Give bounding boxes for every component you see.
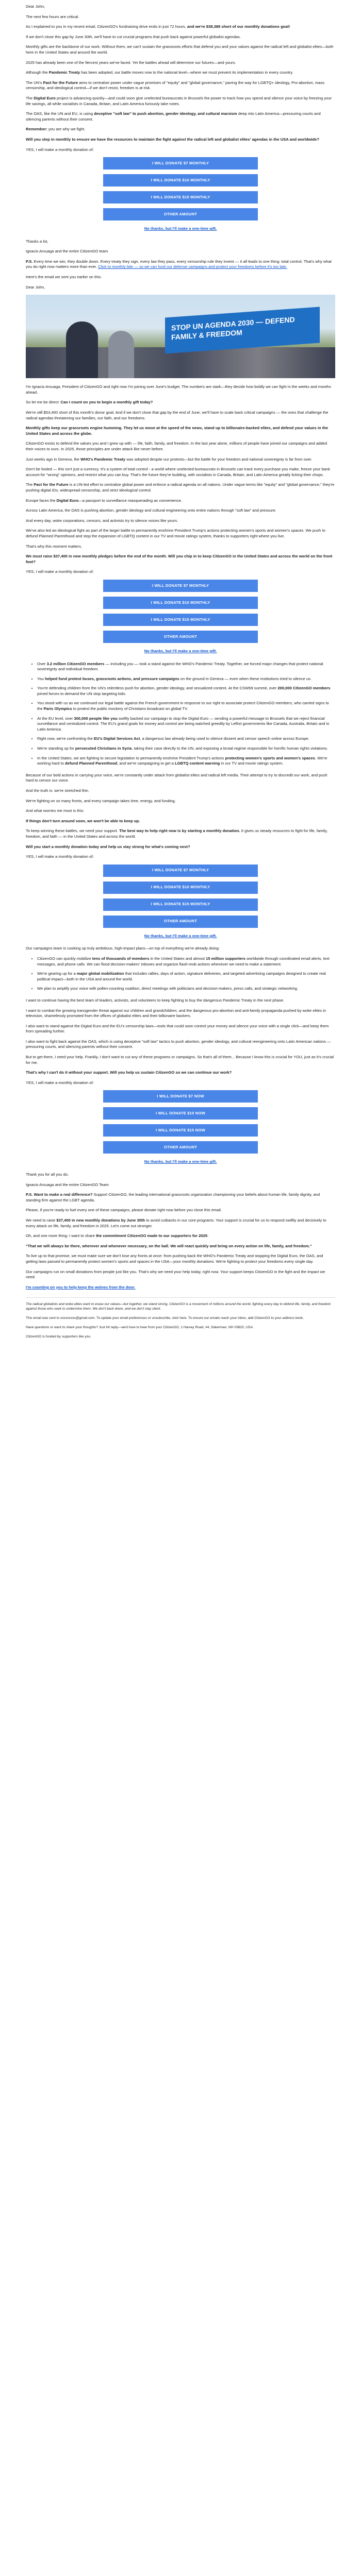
donate-10-monthly-button[interactable]: I WILL DONATE $10 MONTHLY <box>103 597 258 609</box>
donate-15-monthly-button[interactable]: I WILL DONATE $15 MONTHLY <box>103 614 258 626</box>
list-item: • We're gearing up for a major global mobilization that includes rallies, days of action, signature deliveries, and targeted advertising campaigns designed to create real political impact—both in the USA and around the world. <box>37 971 335 982</box>
paragraph: The Pact for the Future is a UN-led effort to centralize global power and enforce a radical agenda on all nations. Under vague terms like "equity" and "global governance," they're pushing digital IDs, widespread censorship, and strict ideological control. <box>26 482 335 493</box>
paragraph: The OAS, like the UN and EU, is using deceptive "soft law" to push abortion, gender ideology, and cultural marxism deep into Latin America—pressuring courts and silencing parents without their consent. <box>26 111 321 122</box>
donate-10-monthly-button[interactable]: I WILL DONATE $10 MONTHLY <box>103 174 258 187</box>
paragraph: We must raise $37,400 in new monthly pledges before the end of the month. Will you chip in to keep CitizenGO in the United States and across the world on the front foot? <box>26 554 333 564</box>
monthly-gift-link[interactable]: Click to monthly bite — so we can fund our defense campaigns and protect your freedoms before it's too late. <box>98 264 287 269</box>
list-item: • Right now, we're confronting the EU's Digital Services Act, a dangerous law already being used to silence dissent and censor speech online across Europe. <box>37 736 335 742</box>
paragraph: As I explained to you in my recent email, CitizenGO's fundraising drive ends in just 72 hours, and we're $38,388 short of our monthly donations goal! <box>26 24 290 29</box>
paragraph: The UN's Pact for the Future aims to centralize power under vague promises of "equity" and "global governance," paving the way for LGBTQ+ ideology, Pro-abortion, mass censorship, and ideological control—if we don't resist, freedom is at risk. <box>26 80 325 91</box>
paragraph: We need to raise $37,400 in new monthly donations by June 30th to avoid cutbacks in our core programs. Your support is crucial for us to respond swiftly and decisively to every attack on life, family, and freedom in 2025. Let's come out stronger. <box>26 1218 326 1228</box>
paragraph: To live up to that promise, we must make sure we don't lose any fronts at once: from pushing back the WHO's Pandemic Treaty and stopping the Digital Euro, the OAS, and getting laws passed to permanently protect women's sports and spaces in the USA—your monthly donations. We're fighting to protect your freedoms every single day. <box>26 1253 323 1264</box>
paragraph: But to get there, I need your help. Frankly, I don't want to cut any of these programs or campaigns. So that's all of them... Because I know this is crucial for YOU, just as it's crucial for me. <box>26 1055 334 1065</box>
paragraph: And every day, woke corporations, censors, and activists try to silence voices like yours. <box>26 518 178 523</box>
footer-divider <box>26 1297 335 1298</box>
paragraph: P.S. Want to make a real difference? Support CitizenGO, the leading international grassroots organization championing your beliefs about human life, family dignity, and standing firm against the LGBT agenda. <box>26 1192 320 1202</box>
greeting: Dear John, <box>26 284 45 290</box>
paragraph: "That we will always be there, wherever and whenever necessary, on the ball. We will react quickly and bring on every action on life, family, and freedom." <box>26 1243 312 1248</box>
paragraph: I want to continue having the best team of leaders, activists, and volunteers to keep fighting to buy the dangerous Pandemic Treaty in the next phase. <box>26 997 285 1003</box>
footer-contact: Have questions or want to share your thoughts? Just hit reply—we'd love to hear from you! CitizenGO, 1 Harvey Road, #4, Sdeerman, NH 03820, USA. <box>26 1326 254 1330</box>
paragraph: YES, I will make a monthly donation of: <box>26 1080 94 1085</box>
help-link[interactable]: I'm counting on you to help keep the wolves from the door. <box>26 1284 136 1290</box>
paragraph: And the truth is: we're stretched thin. <box>26 788 90 793</box>
email-footer <box>26 1302 335 1339</box>
other-amount-button[interactable]: OTHER AMOUNT <box>103 208 258 221</box>
paragraph: I'm Ignacio Arsuaga, President of CitizenGO and right now I'm joining over June's budget. The numbers are stark—they decide how boldly we can fight in the weeks and months ahead. <box>26 384 331 395</box>
paragraph: That's why I can't do it without your support. Will you help us sustain CitizenGO so we can continue our work? <box>26 1070 232 1075</box>
paragraph: If things don't turn around soon, we won't be able to keep up. <box>26 818 140 823</box>
paragraph: That's why this moment matters. <box>26 544 83 549</box>
paragraph: Across Latin America, the OAS is pushing abortion, gender ideology and cultural engineering onto entire nations through "soft law" and pressure. <box>26 508 276 513</box>
donate-10-monthly-button[interactable]: I WILL DONATE $10 MONTHLY <box>103 882 258 894</box>
paragraph: Because of our bold actions in carrying your voice, we're constantly under attack from globalist elites and radical left media. Their attempt to try to discredit our work, and push hard to censor our voice. <box>26 772 327 783</box>
list-item: • In the United States, we are fighting to secure legislation to permanently enshrine President Trump's actions protecting women's sports and women's spaces. We're working hard to defund Planned Parenthood, and we're campaigning to get a LGBTQ content warning in our TV and movie ratings system. <box>37 756 335 767</box>
other-amount-button[interactable]: OTHER AMOUNT <box>103 631 258 643</box>
paragraph: Will you step in monthly to ensure we have the resources to maintain the fight against the radical left and globalist elites' agendas in the USA and worldwide? <box>26 137 319 142</box>
paragraph: Will you start a monthly donation today and help us stay strong for what's coming next? <box>26 844 190 849</box>
other-amount-button[interactable]: OTHER AMOUNT <box>103 1141 258 1154</box>
donation-buttons <box>26 1090 335 1165</box>
donate-15-monthly-button[interactable]: I WILL DONATE $15 MONTHLY <box>103 899 258 911</box>
paragraph: We've also led an ideological fight as part of the larger battle to permanently enshrine President Trump's actions protecting women's sports and women's spaces. We push to defund Planned Parenthood and stop the expansion of LGBTQ content in our TV and movie ratings system, thanks to supporters right where you live. <box>26 528 325 538</box>
email-body <box>26 0 335 1339</box>
list-item: • You stood with us as we continued our legal battle against the French government in response to our right to associate protect CitizenGO members, who carried signs to the Paris Olympics to protest the public mockery of Christians broadcast on global TV. <box>37 701 335 711</box>
list-item: • At the EU level, over 300,000 people like you swiftly backed our campaign to stop the Digital Euro — sending a powerful message to Brussels that we reject financial surveillance and centralized control. The EU's grand goals for money and control are being watched greedily by Leftist governments like Canada, Australia, Britain and in Latin America. <box>37 716 335 733</box>
paragraph: YES, I will make a monthly donation of: <box>26 854 94 859</box>
paragraph: I want to combat the growing transgender threat against our children and grandchildren, and the dangerous pro-abortion and anti-family propaganda pushed by woke elites in television, shamelessly promoted from the offices of globalist elites and their billionaire backers. <box>26 1008 326 1019</box>
donate-10-now-button[interactable]: I WILL DONATE $10 NOW <box>103 1107 258 1120</box>
paragraph: We're still $53,400 short of this month's donor goal. And if we don't close that gap by the end of June, we'll have to scale back critical campaigns — the ones that challenge the radical agendas threatening our families, our faith, and our freedoms. <box>26 410 329 420</box>
protest-banner: STOP UN AGENDA 2030 — DEFEND FAMILY & FREEDOM <box>165 307 320 354</box>
paragraph: To keep winning these battles, we need your support. The best way to help right now is by starting a monthly donation. It gives us steady resources to fight for life, family, freedom, and faith — in the United States and across the world. <box>26 828 328 839</box>
paragraph: Ignacio Arsuaga and the entire CitizenGO Team <box>26 1182 109 1187</box>
paragraph: So let me be direct: Can I count on you to begin a monthly gift today? <box>26 400 153 405</box>
paragraph: Here's the email we sent you earlier on this: <box>26 275 102 280</box>
list-item: • You helped fund protest buses, grassroots actions, and pressure campaigns on the ground in Geneva — even when these institutions tried to silence us. <box>37 676 335 682</box>
one-time-gift-link[interactable]: No thanks, but I'll make a one-time gift. <box>144 648 217 653</box>
paragraph: Just weeks ago in Geneva, the WHO's Pandemic Treaty was adopted despite our protests—but the battle for your freedom and national sovereignty is far from over. <box>26 456 313 462</box>
protest-photo <box>26 295 335 378</box>
footer-unsubscribe: This email was sent to xxxxxxxxx@gmail.com. To update your email preferences or unsubscribe, click here. To ensure our emails reach your inbox, add CitizenGO to your address book. <box>26 1316 304 1320</box>
person-shape <box>66 321 98 378</box>
paragraph: YES, I will make a monthly donation of: <box>26 569 94 574</box>
paragraph: I also want to stand against the Digital Euro and the EU's censorship laws—tools that could soon control your money and silence your voice with a single click—and keep them from spreading further. <box>26 1023 329 1034</box>
donate-15-now-button[interactable]: I WILL DONATE $15 NOW <box>103 1124 258 1137</box>
paragraph: We're fighting on so many fronts, and every campaign takes time, energy, and funding. <box>26 798 176 803</box>
paragraph <box>26 1285 335 1291</box>
donation-buttons <box>26 865 335 939</box>
footer-mission: The radical globalists and woke elites want to erase our values—but together, we stand strong. CitizenGO is a movement of millions around the world, fighting every day to defend life, family, and freedom against those who seek to undermine them. We don't back down, and we don't stay silent. <box>26 1302 331 1311</box>
one-time-gift-link[interactable]: No thanks, but I'll make a one-time gift. <box>144 226 217 231</box>
other-amount-button[interactable]: OTHER AMOUNT <box>103 916 258 928</box>
donate-7-monthly-button[interactable]: I WILL DONATE $7 MONTHLY <box>103 865 258 877</box>
list-item: • Over 3.2 million CitizenGO members — including you — took a stand against the WHO's Pandemic Treaty. Together, we forced major changes that protect national sovereignty and individual freedom. <box>37 662 335 672</box>
paragraph: Remember: you are why we fight. <box>26 127 86 132</box>
person-shape <box>108 331 134 378</box>
one-time-gift-link[interactable]: No thanks, but I'll make a one-time gift. <box>144 1159 217 1164</box>
paragraph: If we don't close this gap by June 30th, we'll have to cut crucial programs that push back against powerful globalist agendas. <box>26 34 241 39</box>
paragraph: The next few hours are critical. <box>26 14 79 19</box>
paragraph: YES, I will make a monthly donation of: <box>26 147 94 152</box>
paragraph: Our campaigns run on small donations from people just like you. That's why we need your help today, right now. Your support keeps CitizenGO in the fight and the impact we need. <box>26 1269 325 1280</box>
paragraph: Monthly gifts keep our grassroots engine humming. They let us move at the speed of the news, stand up to billionaire-backed elites, and defend your values in the United States and across the globe. <box>26 426 329 436</box>
paragraph: Ignacio Arsuaga and the entire CitizenGO team <box>26 249 108 254</box>
paragraph: Although the Pandemic Treaty has been adopted, our battle moves now to the national level—where we must prevent its implementation in every country. <box>26 70 293 75</box>
paragraph: CitizenGO exists to defend the values you and I grew up with — life, faith, family, and freedom. In the last year alone, millions of people have joined our campaigns and added their voices to ours. In 2025, those principles are under attack like never before. <box>26 441 327 451</box>
donation-buttons <box>26 157 335 232</box>
accomplishments-list <box>26 662 335 767</box>
plans-list <box>26 956 335 992</box>
paragraph: Our campaigns team is cooking up truly ambitious, high-impact plans—on top of everything we're already doing: <box>26 946 220 951</box>
list-item: • We're standing up for persecuted Christians in Syria, taking their case directly to the UN, and exposing a brutal regime responsible for horrific human rights violations. <box>37 746 335 752</box>
paragraph: Europe faces the Digital Euro—a passport to surveillance masquerading as convenience. <box>26 498 183 503</box>
paragraph: 2025 has already been one of the fiercest years we've faced. Yet the battles ahead will determine our futures—and yours. <box>26 60 236 65</box>
donate-15-monthly-button[interactable]: I WILL DONATE $15 MONTHLY <box>103 191 258 204</box>
paragraph: I also want to fight back against the OAS, which is using deceptive "soft law" tactics to push abortion, gender ideology, and cultural reengineering onto Latin American nations — pressuring courts, and silencing parents without their consent. <box>26 1039 331 1049</box>
donate-7-monthly-button[interactable]: I WILL DONATE $7 MONTHLY <box>103 580 258 592</box>
paragraph: Thanks a lot, <box>26 239 48 244</box>
paragraph: Don't be fooled — this isn't just a currency. It's a system of total control - a world where unelected bureaucrats in Brussels can track every purchase you make, freeze your bank account for "wrong" opinions, and restrict what you can buy. That's the future they're building, with socialists in Canada, Britain, and Latin America greatly licking their chops. <box>26 467 331 477</box>
footer-funding: CitizenGO is funded by supporters like you. <box>26 1335 91 1339</box>
paragraph: Please, if you're ready to fuel every one of these campaigns, please donate right now before you close this email. <box>26 1208 222 1213</box>
paragraph: And what worries me most is this: <box>26 808 85 814</box>
paragraph: Thank you for all you do. <box>26 1172 69 1177</box>
greeting: Dear John, <box>26 4 45 9</box>
donate-7-now-button[interactable]: I WILL DONATE $7 NOW <box>103 1090 258 1103</box>
list-item: • CitizenGO can quickly mobilize tens of thousands of members in the United States and almost 15 million supporters worldwide through coordinated email alerts, text messages, and phone calls. We can flood decision-makers' inboxes and organize flash-mob actions whenever we need to make a statement. <box>37 956 335 967</box>
donate-7-monthly-button[interactable]: I WILL DONATE $7 MONTHLY <box>103 157 258 170</box>
one-time-gift-link[interactable]: No thanks, but I'll make a one-time gift. <box>144 933 217 938</box>
paragraph: P.S. Every time we win, they double down. Every treaty they sign, every law they pass, every censorship rule they invent — it all leads to one thing: total control. That's why what you do right now matters more than ever. Click to monthly bite — so we can fund our defense campaigns and protect your freedoms before it's too late. <box>26 259 332 269</box>
paragraph: Oh, and one more thing: I want to share the commitment CitizenGO made to our supporters for 2025: <box>26 1233 209 1239</box>
paragraph: Monthly gifts are the backbone of our work. Without them, we can't sustain the grassroots efforts that defend you and your values against the radical left and globalist elites—both here in the United States and around the world. <box>26 44 334 55</box>
donation-buttons <box>26 580 335 654</box>
list-item: • We plan to amplify your voice with pollen-counting coalition, direct meetings with politicians and decision-makers, press calls, and strategic networking. <box>37 986 335 992</box>
list-item: • You're defending children from the UN's relentless push for abortion, gender ideology, and sexualized content. At the CSW69 summit, over 200,000 CitizenGO members joined forces to demand the UN stop targeting kids. <box>37 686 335 697</box>
paragraph: The Digital Euro project is advancing quickly—and could soon give unelected bureaucrats in Brussels the power to track how you spend and silence your voice by freezing your life savings, all while socialists in Canada, Britain, and Latin America furiously take notes. <box>26 95 332 106</box>
